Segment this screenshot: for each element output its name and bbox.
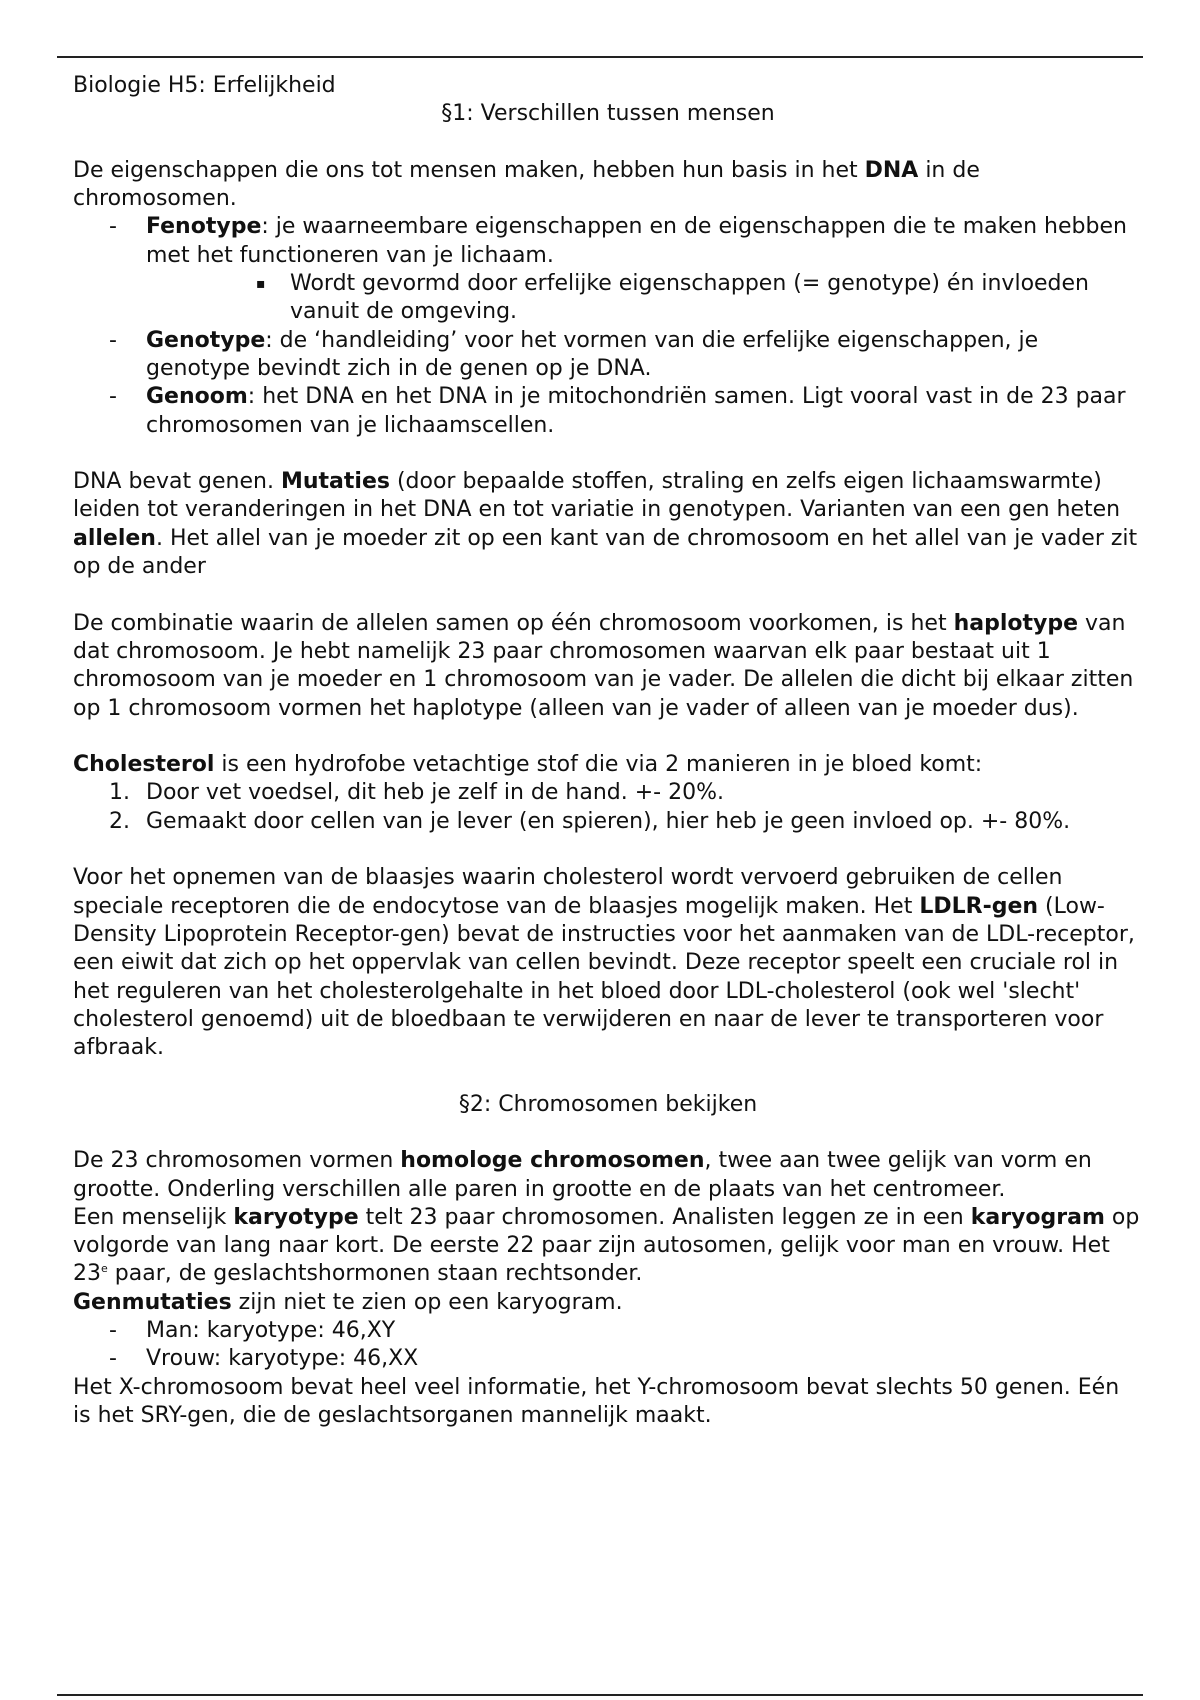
closing-paragraph: Het X-chromosoom bevat heel veel informatie, het Y-chromosoom bevat slechts 50 genen. Eén is het SRY-gen, die de geslachtsorganen mannelijk maakt.	[73, 1374, 1120, 1428]
list-item-man: - Man: karyotype: 46,XY	[73, 1317, 1143, 1345]
intro-paragraph: De eigenschappen die ons tot mensen maken, hebben hun basis in het DNA in de chromosomen.	[73, 157, 980, 212]
list-dash: -	[109, 327, 117, 353]
cholesterol-paragraph: Cholesterol is een hydrofobe vetachtige stof die via 2 manieren in je bloed komt:	[73, 752, 983, 778]
list-item-genotype: - Genotype: de ‘handleiding’ voor het vormen van die erfelijke eigenschappen, je genotype bevindt zich in de genen op je DNA.	[109, 327, 1039, 381]
karyotype-paragraph: Een menselijk karyotype telt 23 paar chromosomen. Analisten leggen ze in een karyogram op volgorde van lang naar kort. De eerste 22 paar zijn autosomen, gelijk voor man en vrouw. Het 23e paar, de geslachtshormonen staan rechtsonder.	[73, 1204, 1140, 1287]
list-item-vrouw: - Vrouw: karyotype: 46,XX	[73, 1345, 1143, 1373]
list-item-genoom: - Genoom: het DNA en het DNA in je mitochondriën samen. Ligt vooral vast in de 23 paar chromosomen van je lichaamscellen.	[109, 384, 1126, 438]
mutaties-paragraph: DNA bevat genen. Mutaties (door bepaalde stoffen, straling en zelfs eigen lichaamswarmte) leiden tot veranderingen in het DNA en tot variatie in genotypen. Varianten van een gen heten allelen. Het allel van je moeder zit op een kant van de chromosoom en het allel van je vader zit op de ander	[73, 469, 1138, 580]
document-title: Biologie H5: Erfelijkheid	[73, 73, 336, 98]
section-1-heading: §1: Verschillen tussen mensen	[441, 101, 775, 127]
homologe-paragraph: De 23 chromosomen vormen homologe chromosomen, twee aan twee gelijk van vorm en grootte. Onderling verschillen alle paren in grootte en de plaats van het centromeer.	[73, 1148, 1092, 1202]
numbered-item-1: 1. Door vet voedsel, dit heb je zelf in de hand. +- 20%.	[109, 780, 724, 806]
header-rule	[57, 56, 1143, 58]
genmutaties-paragraph: Genmutaties zijn niet te zien op een karyogram.	[73, 1289, 623, 1315]
list-dash: -	[109, 1346, 117, 1372]
footer-rule	[57, 1694, 1143, 1696]
haplotype-paragraph: De combinatie waarin de allelen samen op één chromosoom voorkomen, is het haplotype van dat chromosoom. Je hebt namelijk 23 paar chromosomen waarvan elk paar bestaat uit 1 chromosoom van je moeder en 1 chromosoom van je vader. De allelen die dicht bij elkaar zitten op 1 chromosoom vormen het haplotype (alleen van je vader of alleen van je moeder dus).	[73, 610, 1134, 721]
list-dash: -	[109, 384, 117, 410]
square-bullet-icon: ▪	[256, 276, 266, 293]
sub-list-item: ▪ Wordt gevormd door erfelijke eigenschappen (= genotype) én invloeden vanuit de omgeving.	[256, 271, 1090, 325]
document-content	[73, 72, 1143, 1430]
list-dash: -	[109, 214, 117, 240]
ldlr-paragraph: Voor het opnemen van de blaasjes waarin cholesterol wordt vervoerd gebruiken de cellen speciale receptoren die de endocytose van de blaasjes mogelijk maken. Het LDLR-gen (Low-Density Lipoprotein Receptor-gen) bevat de instructies voor het aanmaken van de LDL-receptor, een eiwit dat zich op het oppervlak van cellen bevindt. Deze receptor speelt een cruciale rol in het reguleren van het cholesterolgehalte in het bloed door LDL-cholesterol (ook wel 'slecht' cholesterol genoemd) uit de bloedbaan te verwijderen en naar de lever te transporteren voor afbraak.	[73, 865, 1135, 1061]
list-item-fenotype: - Fenotype: je waarneembare eigenschappen en de eigenschappen die te maken hebben met het functioneren van je lichaam.	[109, 214, 1127, 268]
section-2-heading: §2: Chromosomen bekijken	[458, 1091, 758, 1117]
list-dash: -	[109, 1318, 117, 1344]
numbered-item-2: 2. Gemaakt door cellen van je lever (en spieren), hier heb je geen invloed op. +- 80%.	[109, 808, 1071, 834]
